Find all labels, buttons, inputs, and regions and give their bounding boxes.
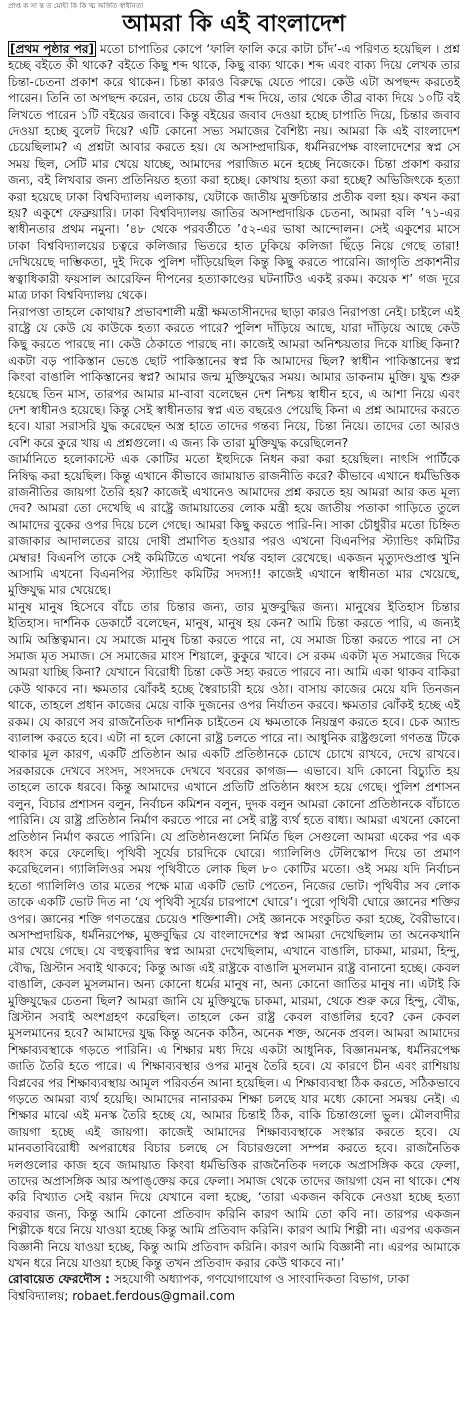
author-byline	[8, 1271, 460, 1304]
article-paragraph-3: জার্মানিতে হলোকাস্টে এক কোটির মতো ইহুদিকে নিধন করা করা হয়েছিল। নাৎসি পার্টিকে নিষিদ্ধ করা হয়েছিল। কিন্তু এখানে কীভাবে জামায়াত রাজনীতি করে? কীভাবে এখানে ধর্মভিত্তিক রাজনীতির জায়গা তৈরি হয়? কাজেই এখানেও আমাদের প্রশ্ন করতে হয় আমরা আর কত মূল্য দেব? আমরা তো দেখেছি এ রাষ্ট্রে জামায়াতের লোক মন্ত্রী হয়ে জাতীয় পতাকা গাড়িতে তুলে আমাদের বুকের ওপর দিয়ে চলে গেছে। আমরা কিছু করতে পারি-নি। সাকা চৌধুরীর মতো চিহ্নিত রাজাকার আদালতের রায়ে দোষী প্রমাণিত হওয়ার পরও এখনো বিএনপির স্ট্যান্ডিং কমিটির মেম্বার! বিএনপি তাকে সেই কমিটিতে এখনো পর্যন্ত বহাল রেখেছে। একজন মৃত্যুদণ্ডপ্রাপ্ত খুনি আসামি এখনো বিএনপির স্ট্যান্ডিং কমিটির সদস্য!! কাজেই এখানে স্বাধীনতা মার খেয়েছে, মুক্তিযুদ্ধ মার খেয়েছে।	[8, 452, 460, 598]
author-name: রোবায়েত ফেরদৌস	[8, 1272, 101, 1287]
article-paragraph-4: মানুষ মানুষ হিসেবে বাঁচে তার চিন্তার জন্য, তার মুক্তবুদ্ধির জন্য। মানুষের ইতিহাস চিন্তার ইতিহাস। দার্শনিক ডেকার্টে বলেছেন, মানুষ, মানুষ হয় কেন? আমি চিন্তা করতে পারি, এ জন্যই আমি অস্তিত্বমান। যে সমাজে মানুষ চিন্তা করতে পারে না, যে সমাজ চিন্তা করতে পারে না সে সমাজ মৃত সমাজ। সে সমাজের মাংস শিয়ালে, কুকুরে খাবে। সে রকম একটা মৃত সমাজের দিকে আমরা যাচ্ছি কিনা? যেখানে বিরোধী চিন্তা কেউ সহ্য করতে পারবে না। আমি একা থাকব বাকিরা কেউ থাকবে না। ক্ষমতার ঝোঁকই হচ্ছে স্বৈরাচারী হয়ে ওঠা। বাসায় কাজের মেয়ে যদি তিনজন থাকে, তাহলে প্রধান কাজের মেয়ে বাকি দুজনের ওপর নির্যাতন করবে। ক্ষমতার ঝোঁকই হচ্ছে এই রকম। যে কারণে সব রাজনৈতিক দার্শনিক চাইতেন যে ক্ষমতাকে নিয়ন্ত্রণ করতে হবে। চেক অ্যান্ড ব্যালান্স করতে হবে। এটা না হলে কোনো রাষ্ট্র চলতে পারে না। আধুনিক রাষ্ট্রগুলো গণতন্ত্র টিকে থাকার মূল কারণ, একটি প্রতিষ্ঠান আর একটি প্রতিষ্ঠানকে চোখে চোখে রাখবে, দেখে রাখবে। সরকারকে দেখবে সংসদ, সংসদকে দেখবে খবরের কাগজ— এভাবে। যদি কোনো বিচ্যুতি হয় তাহলে তাকে ধরবে। কিন্তু আমাদের এখানে প্রতিটি প্রতিষ্ঠান ধ্বংস হয়ে গেছে। পুলিশ প্রশাসন বলুন, বিচার প্রশাসন বলুন, নির্বাচন কমিশন বলুন, দুদক বলুন আমরা কোনো প্রতিষ্ঠানকে বাঁচাতে পারিনি। যে রাষ্ট্র প্রতিষ্ঠান নির্মাণ করতে পারে না সেই রাষ্ট্র ব্যর্থ হতে বাধ্য। আমরা এখনো কোনো প্রতিষ্ঠান নির্মাণ করতে পারিনি। যে প্রতিষ্ঠানগুলো নির্মিত ছিল সেগুলো আমরা একের পর এক ধ্বংস করে ফেলেছি। পৃথিবী সূর্যের চারদিকে ঘোরে। গ্যালিলিও টেলিস্কোপ দিয়ে তা প্রমাণ করেছিলেন। গ্যালিলিওর সময় পৃথিবীতে লোক ছিল ৮০ কোটির মতো। ওই সময় যদি নির্বাচন হতো গ্যালিলিও তার মতের পক্ষে মাত্র একটি ভোট পেতেন, নিজের ভোট। পৃথিবীর সব লোক তাকে একটি ভোট দিত না ‘যে পৃথিবী সূর্যের চারপাশে ঘোরে’। পুরো পৃথিবী ঘোরে জ্ঞানের শক্তির ওপর। জ্ঞানের শক্তি গণতন্ত্রের চেয়েও শক্তিশালী। সেই জ্ঞানকে সংকুচিত করা হচ্ছে, বৈরীভাবে। অসাম্প্রদায়িক, ধর্মনিরপেক্ষ, মুক্তবুদ্ধির যে বাংলাদেশের স্বপ্ন আমরা দেখেছিলাম তা অনেকখানি মার খেয়ে গেছে। যে বহুত্ববাদির স্বপ্ন আমরা দেখেছিলাম, এখানে বাঙালি, চাকমা, মারমা, হিন্দু, বৌদ্ধ, খ্রিস্টান সবাই থাকবে; কিন্তু আজ এই রাষ্ট্রকে বাঙালি মুসলমান রাষ্ট্র বানানো হচ্ছে। কেবল বাঙালি, কেবল মুসলমান। অন্য কোনো ধর্মের মানুষ না, অন্য কোনো জাতির মানুষ না। এটাই কি মুক্তিযুদ্ধের চেতনা ছিল? আমরা জানি যে মুক্তিযুদ্ধে চাকমা, মারমা, থেকে শুরু করে হিন্দু, বৌদ্ধ, খ্রিস্টান সবাই অংশগ্রহণ করেছিল। তাহলে কেন রাষ্ট্র কেবল বাঙালির হবে? কেন কেবল মুসলমানের হবে? আমাদের যুদ্ধ কিন্তু অনেক কঠিন, অনেক শক্ত, অনেক প্রবল। আমরা আমাদের শিক্ষাব্যবস্থাকে গড়তে পারিনি। এ শিক্ষার মধ্য দিয়ে একটা আধুনিক, বিজ্ঞানমনস্ক, ধর্মনিরপেক্ষ জাতি তৈরি হতে পারে। এ শিক্ষাব্যবস্থার ওপর মানুষ তৈরি হবে। যে কারণে চীন এবং রাশিয়ায় বিপ্লবের পর শিক্ষাব্যবস্থায় আমূল পরিবর্তন আনা হয়েছিল। এ শিক্ষাব্যবস্থা ঠিক করতে, সঠিকভাবে গড়তে আমরা ব্যর্থ হয়েছি। আমাদের নানারকম শিক্ষা চলছে যার মধ্যে কোনো সমন্বয় নেই। এ শিক্ষার মাঝে এই মনস্ক তৈরি হচ্ছে যে, আমার চিন্তাই ঠিক, বাকি চিন্তাগুলো ভুল। মৌলবাদীর জায়গা হচ্ছে এই জায়গা। কাজেই আমাদের শিক্ষাব্যবস্থাকে সংস্কার করতে হবে। যে মানবতাবিরোধী অপরাধের বিচার চলছে সে বিচারগুলো সম্পন্ন করতে হবে। রাজনৈতিক দলগুলোর কাজ হবে জামায়াত কিংবা ধর্মভিত্তিক রাজনৈতিক দলকে অপ্রাসঙ্গিক করে ফেলা, তাদের অপ্রাসঙ্গিক আর অপাঙ্‌ক্তেয় করে ফেলা। সমাজ থেকে তাদের জায়গা যেন না থাকে। শেষ করি বিখ্যাত সেই বয়ান দিয়ে যেখানে বলা হচ্ছে, ‘তারা একজন কবিকে নেওয়া হচ্ছে হত্যা করবার জন্য, কিন্তু আমি কোনো প্রতিবাদ করিনি কারণ আমি তো কবি না। তারপর একজন শিল্পীকে ধরে নিয়ে যাওয়া হচ্ছে কিন্তু আমি প্রতিবাদ করিনি। কারণ আমি শিল্পী না। এরপর একজন বিজ্ঞানী নিয়ে যাওয়া হচ্ছে, কিন্তু আমি প্রতিবাদ করিনি। কারণ আমি বিজ্ঞানী না। এরপর আমাকে যখন ধরে নিয়ে যাওয়া হচ্ছে কিন্তু তখন প্রতিবাদ করার কেউ থাকবে না।’	[8, 599, 460, 1271]
article-title: আমরা কি এই বাংলাদেশ	[122, 11, 346, 37]
article-paragraph-1	[8, 41, 460, 304]
author-email: robaet.ferdous@gmail.com	[72, 1288, 236, 1303]
article-paragraph-2: নিরাপত্তা তাহলে কোথায়? প্রভাবশালী মন্ত্রী ক্ষমতাসীনদের ছাড়া কারও নিরাপত্তা নেই। চাইলে এই রাষ্ট্রে যে কেউ যে কাউকে হত্যা করতে পারে? পুলিশ দাঁড়িয়ে আছে, যারা দাঁড়িয়ে আছে কেউ কিছু করতে পারছে না। কেউ ঠেকাতে পারছে না। কাজেই আমরা অনিশ্চয়তার দিকে যাচ্ছি কিনা? একটা বড় পাকিস্তান ভেঙে ছোট পাকিস্তানের স্বপ্ন কি আমাদের ছিল? স্বাধীন পাকিস্তানের স্বপ্ন কিংবা বাঙালি পাকিস্তানের স্বপ্ন? আমার জন্ম মুক্তিযুদ্ধের সময়। আমার ডাকনাম মুক্তি। যুদ্ধ শুরু হয়েছে তিন মাস, তারপর আমার মা-বাবা বলেছেন দেশ নিশ্চয় স্বাধীন হবে, এ আশা নিয়ে এবং দেশ স্বাধীনও হয়েছে। কিন্তু সেই স্বাধীনতার স্বপ্ন এত বছরেও পেয়েছি কিনা এ প্রশ্ন আমাদের করতে হবে। যারা সরাসরি যুদ্ধ করেছেন অস্ত্র হাতে তাদের গন্তব্য নিয়ে, চিন্তা নিয়ে। তাদের তো আরও বেশি করে কুরে খায় এ প্রশ্নগুলো। এ জন্য কি তারা মুক্তিযুদ্ধ করেছিলেন?	[8, 304, 460, 450]
author-separator: :	[100, 1272, 115, 1287]
paragraph-1-text: মতো চাপাতির কোপে ‘ফালি ফালি করে কাটা চাঁদ’-এ পরিণত হয়েছিল । প্রশ্ন হচ্ছে বইতে কী থাকে? বইতে কিছু শব্দ থাকে, কিছু বাক্য থাকে। শব্দ এবং বাক্য দিয়ে লেখক তার চিন্তা-চেতনা প্রকাশ করে থাকেন। চিন্তা কারও বিরুদ্ধে যেতে পারে। কেউ এটা অপছন্দ করতেই পারেন। তিনি তা অপছন্দ করেন, তার চেয়ে তীব্র শব্দ দিয়ে, তার থেকে তীব্র বাক্য দিয়ে ১০টি বই লিখতে পারেন ১টি বইয়ের জবাবে। কিন্তু বইয়ের জবাব দেওয়া হচ্ছে চাপাতি দিয়ে, চিন্তার জবাব দেওয়া হচ্ছে বুলেট দিয়ে? এটি কোনো সভ্য সমাজের বৈশিষ্ট্য নয়। আমরা কি এই বাংলাদেশ চেয়েছিলাম? এ প্রশ্নটা আবার করতে হয়। যে অসাম্প্রদায়িক, ধর্মনিরপেক্ষ বাংলাদেশের স্বপ্ন সে সময় ছিল, সেটি মার খেয়ে যাচ্ছে, আমাদের পরাজিত মনে হচ্ছে নিজেকে। চিন্তা প্রকাশ করার জন্য, বই লিখবার জন্য প্রতিনিয়ত হত্যা করা হচ্ছে। কোথায় হত্যা করা হচ্ছে? অভিজিৎকে হত্যা করা হয়েছে ঢাকা বিশ্ববিদ্যালয় এলাকায়, যেটাকে জাতীয় মুক্তচিন্তার প্রতীক বলা হয়। কখন করা হয়? একুশে ফেব্রুয়ারি। ঢাকা বিশ্ববিদ্যালয় জাতির অসাম্প্রদায়িক চেতনা, আমরা বলি ’৭১-এর স্বাধীনতার প্রথম নমুনা। ’৪৮ থেকে পরবর্তীতে ’৫২-এর ভাষা আন্দোলন। সেই একুশের মাসে ঢাকা বিশ্ববিদ্যালয়ের চত্বরে কলিজার ভিতরে হাত ঢুকিয়ে কলিজা ছিঁড়ে নিয়ে গেছে তারা! দেখিয়েছে দাম্ভিকতা, দুই দিকে পুলিশ দাঁড়িয়েছিল কিন্তু কিছু করতে পারেনি। জাগৃতি প্রকাশনীর স্বত্বাধিকারী ফয়সাল আরেফিন দীপনের হত্যাকাণ্ডের ঘটনাটিও একই রকম। কয়েক শ’ গজ দূরে মাত্র ঢাকা বিশ্ববিদ্যালয় থেকে।	[8, 42, 460, 303]
article-body	[8, 41, 460, 1271]
author-affiliation: সহযোগী অধ্যাপক, গণযোগাযোগ ও সাংবাদিকতা বিভাগ, ঢাকা বিশ্ববিদ্যালয়;	[8, 1272, 410, 1303]
cut-off-previous-line: প্রাপ্ত ক সা ন্ত ত মোহী কি কি ত্ম অর্জিত স্বাধীনতা	[8, 2, 144, 10]
continued-from-label: [প্রথম পৃষ্ঠার পর]	[10, 42, 94, 56]
